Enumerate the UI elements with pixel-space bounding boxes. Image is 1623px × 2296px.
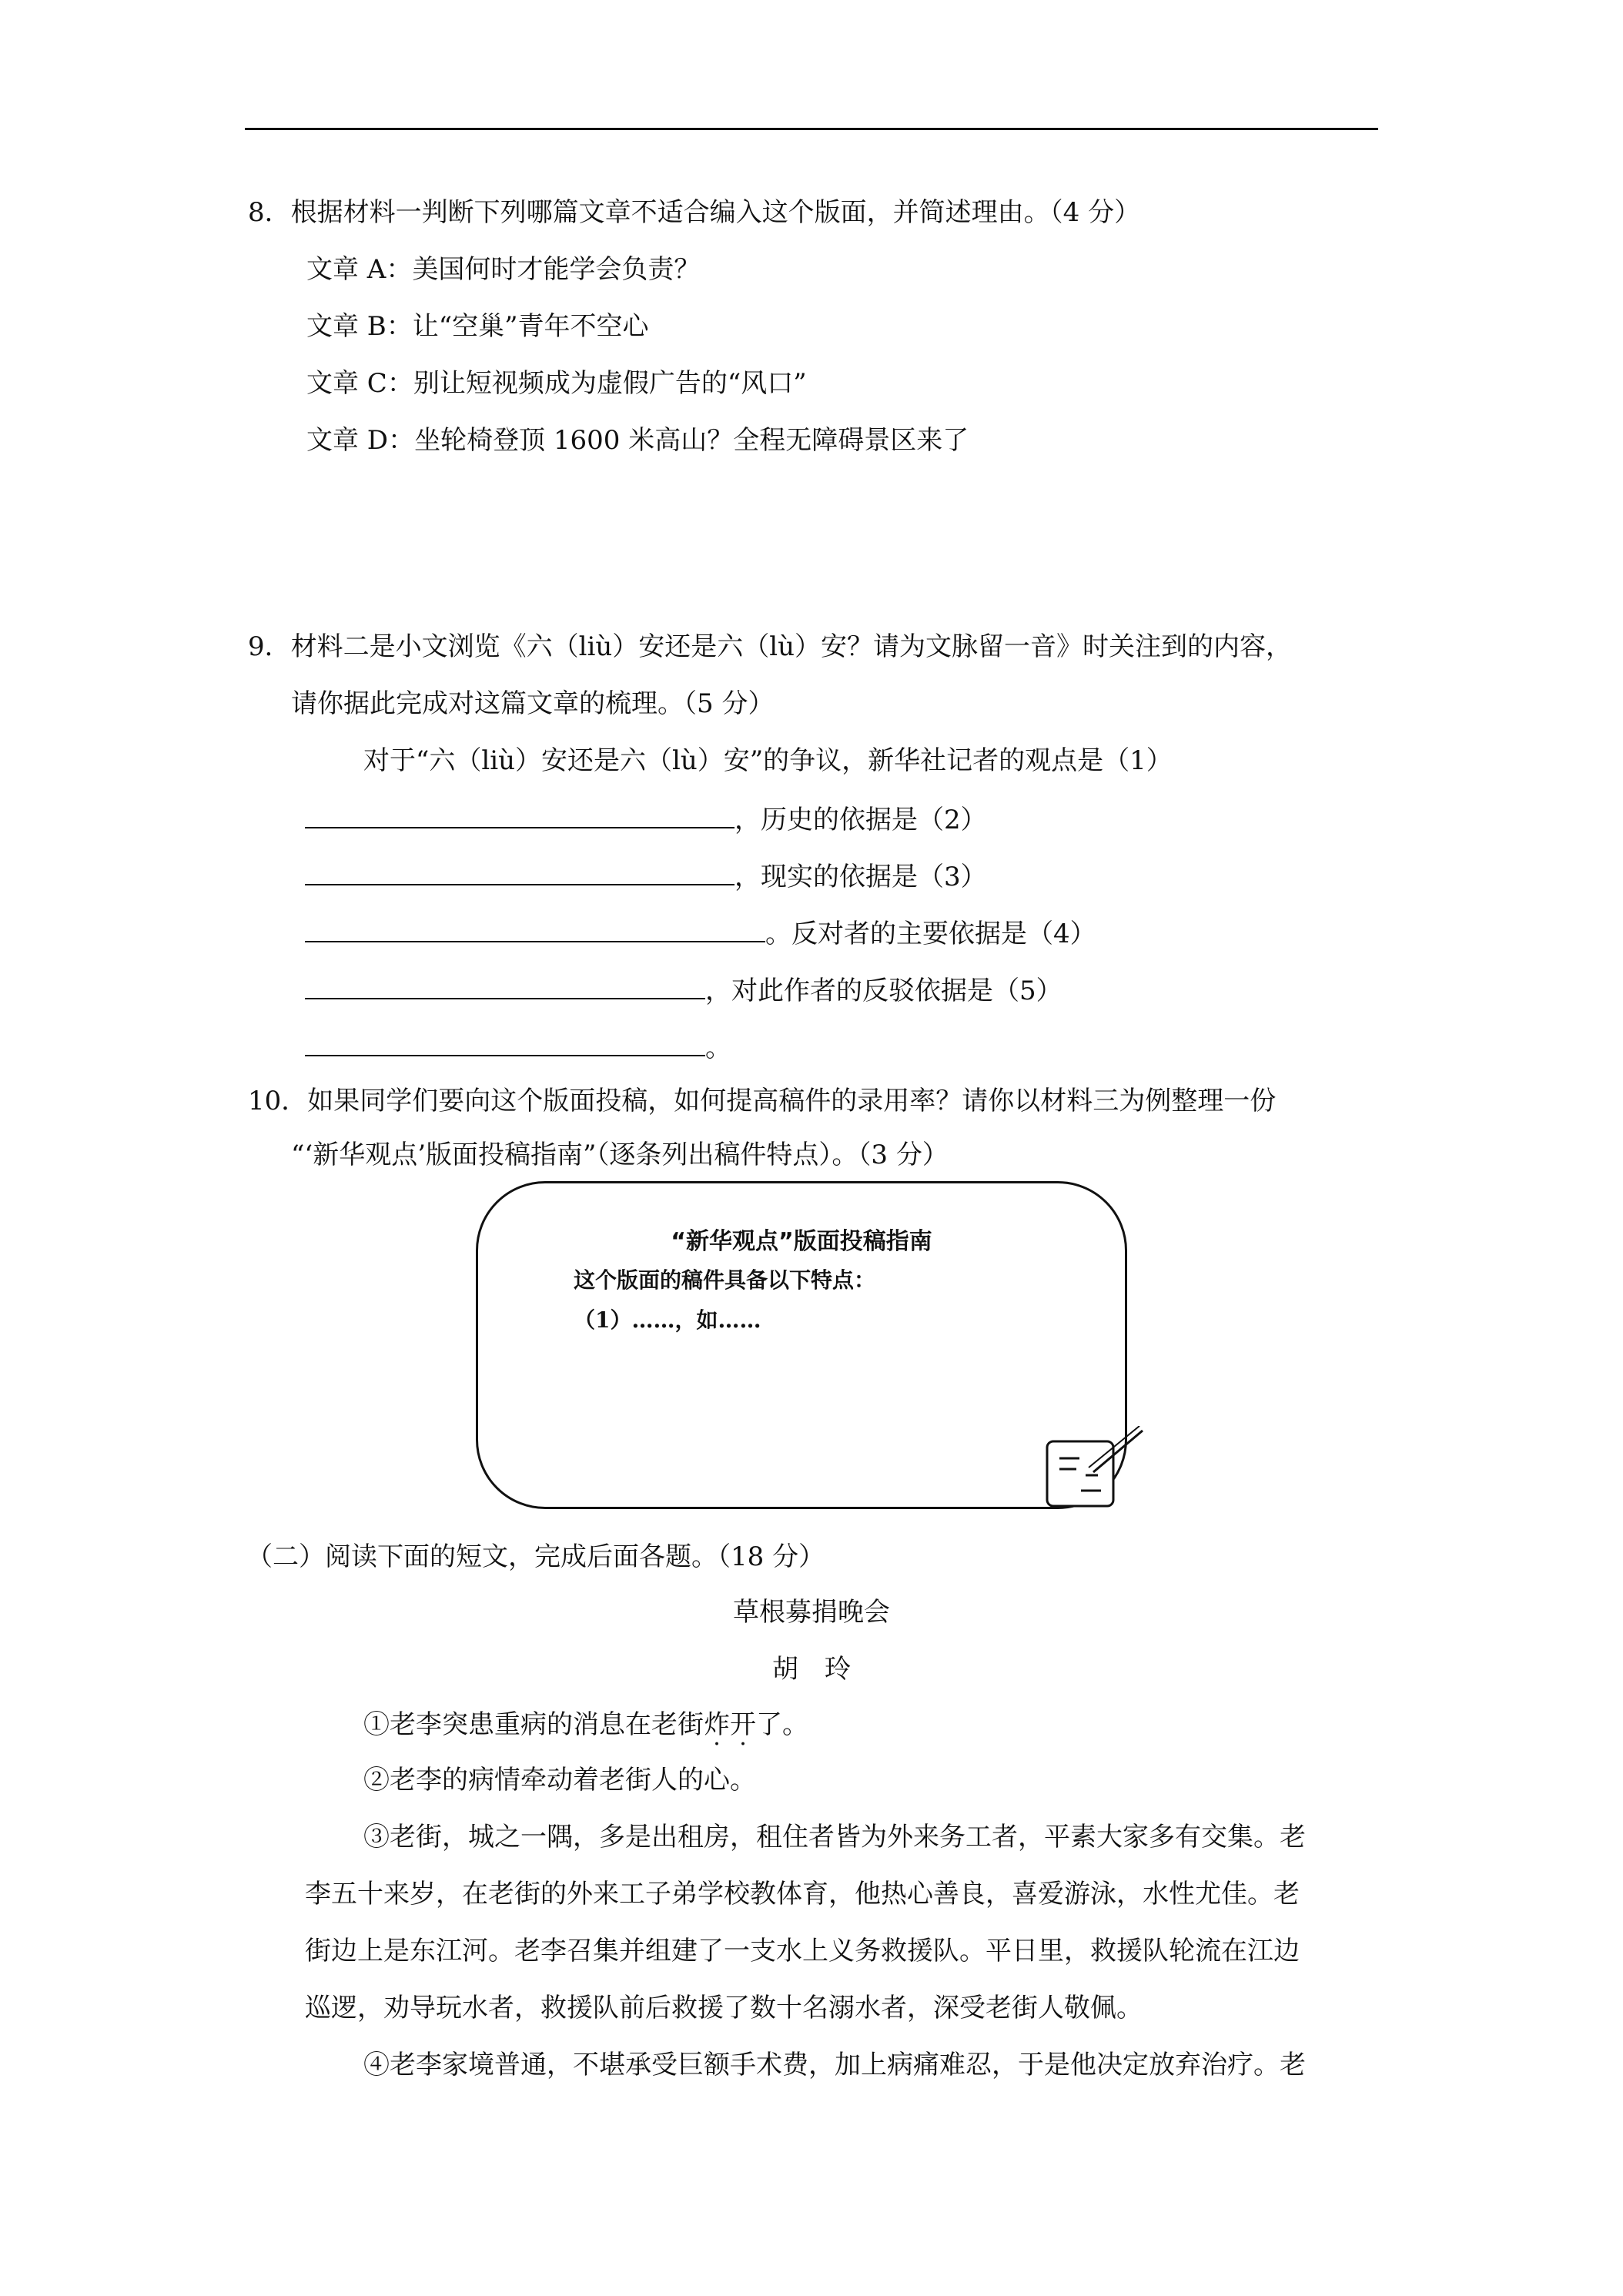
story-author: 胡 玲: [772, 1654, 851, 1685]
guide-box-line-2: （1）……，如……: [574, 1307, 761, 1333]
paragraph-4-line-1: ④老李家境普通，不堪承受巨额手术费，加上病痛难忍，于是他决定放弃治疗。老: [363, 2050, 1306, 2080]
section2-heading: （二）阅读下面的短文，完成后面各题。（18 分）: [246, 1541, 825, 1572]
top-rule: [245, 128, 1378, 130]
q8-option-d: 文章 D：坐轮椅登顶 1600 米高山？全程无障碍景区来了: [306, 425, 969, 456]
q9-stem-2: 请你据此完成对这篇文章的梳理。（5 分）: [291, 688, 775, 719]
q9-blank-suffix-5: 。: [705, 1033, 731, 1063]
q9-answer-line-3: [305, 915, 1096, 951]
dotted-char-2: 开: [730, 1709, 756, 1740]
q10-stem-1: 10．如果同学们要向这个版面投稿，如何提高稿件的录用率？请你以材料三为例整理一份: [248, 1086, 1277, 1116]
guide-box-line-1: 这个版面的稿件具备以下特点：: [574, 1267, 876, 1293]
dotted-char-1: 炸: [704, 1709, 730, 1740]
guide-answer-box[interactable]: [476, 1181, 1127, 1509]
q9-answer-line-2: [305, 858, 987, 894]
paragraph-3-line-4: 巡逻，劝导玩水者，救援队前后救援了数十名溺水者，深受老街人敬佩。: [305, 1993, 1143, 2023]
answer-blank-1[interactable]: [305, 801, 735, 828]
q9-blank-suffix-2: ，现实的依据是（3）: [735, 862, 987, 892]
answer-blank-3[interactable]: [305, 915, 765, 942]
paragraph-3-line-2: 李五十来岁，在老街的外来工子弟学校教体育，他热心善良，喜爱游泳，水性尤佳。老: [305, 1879, 1300, 1909]
paragraph-3-line-3: 街边上是东江河。老李召集并组建了一支水上义务救援队。平日里，救援队轮流在江边: [305, 1936, 1300, 1966]
q9-answer-line-4: [305, 972, 1062, 1008]
paragraph-3-line-1: ③老街，城之一隅，多是出租房，租住者皆为外来务工者，平素大家多有交集。老: [363, 1822, 1306, 1853]
q9-answer-line-5: [305, 1029, 731, 1065]
paragraph-2: ②老李的病情牵动着老街人的心。: [363, 1765, 756, 1796]
note-pen-icon: [1038, 1426, 1146, 1511]
dotted-emphasis: [704, 1709, 756, 1740]
paragraph-1-pre: ①老李突患重病的消息在老街: [363, 1709, 704, 1740]
q9-blank-suffix-1: ，历史的依据是（2）: [735, 805, 987, 835]
q8-option-a: 文章 A：美国何时才能学会负责？: [306, 254, 701, 285]
q9-answer-line-1: [305, 801, 987, 837]
q8-option-b: 文章 B：让“空巢”青年不空心: [306, 311, 649, 342]
story-title: 草根募捐晚会: [733, 1597, 890, 1628]
paragraph-1: [363, 1708, 808, 1742]
q8-stem: 8．根据材料一判断下列哪篇文章不适合编入这个版面，并简述理由。（4 分）: [248, 197, 1141, 228]
q10-stem-2: “‘新华观点’版面投稿指南”（逐条列出稿件特点）。（3 分）: [291, 1140, 949, 1170]
q8-option-c: 文章 C：别让短视频成为虚假广告的“风口”: [306, 368, 807, 399]
guide-box-title: “新华观点”版面投稿指南: [671, 1228, 932, 1255]
paragraph-1-post: 了。: [756, 1709, 808, 1740]
answer-blank-5[interactable]: [305, 1029, 705, 1056]
q9-stem-1: 9．材料二是小文浏览《六（liù）安还是六（lù）安？请为文脉留一音》时关注到的内容，: [248, 631, 1293, 662]
answer-blank-2[interactable]: [305, 858, 735, 885]
q9-intro: 对于“六（liù）安还是六（lù）安”的争议，新华社记者的观点是（1）: [363, 745, 1173, 776]
q9-blank-suffix-4: ，对此作者的反驳依据是（5）: [705, 976, 1062, 1006]
q9-blank-suffix-3: 。反对者的主要依据是（4）: [765, 919, 1096, 949]
answer-blank-4[interactable]: [305, 972, 705, 999]
